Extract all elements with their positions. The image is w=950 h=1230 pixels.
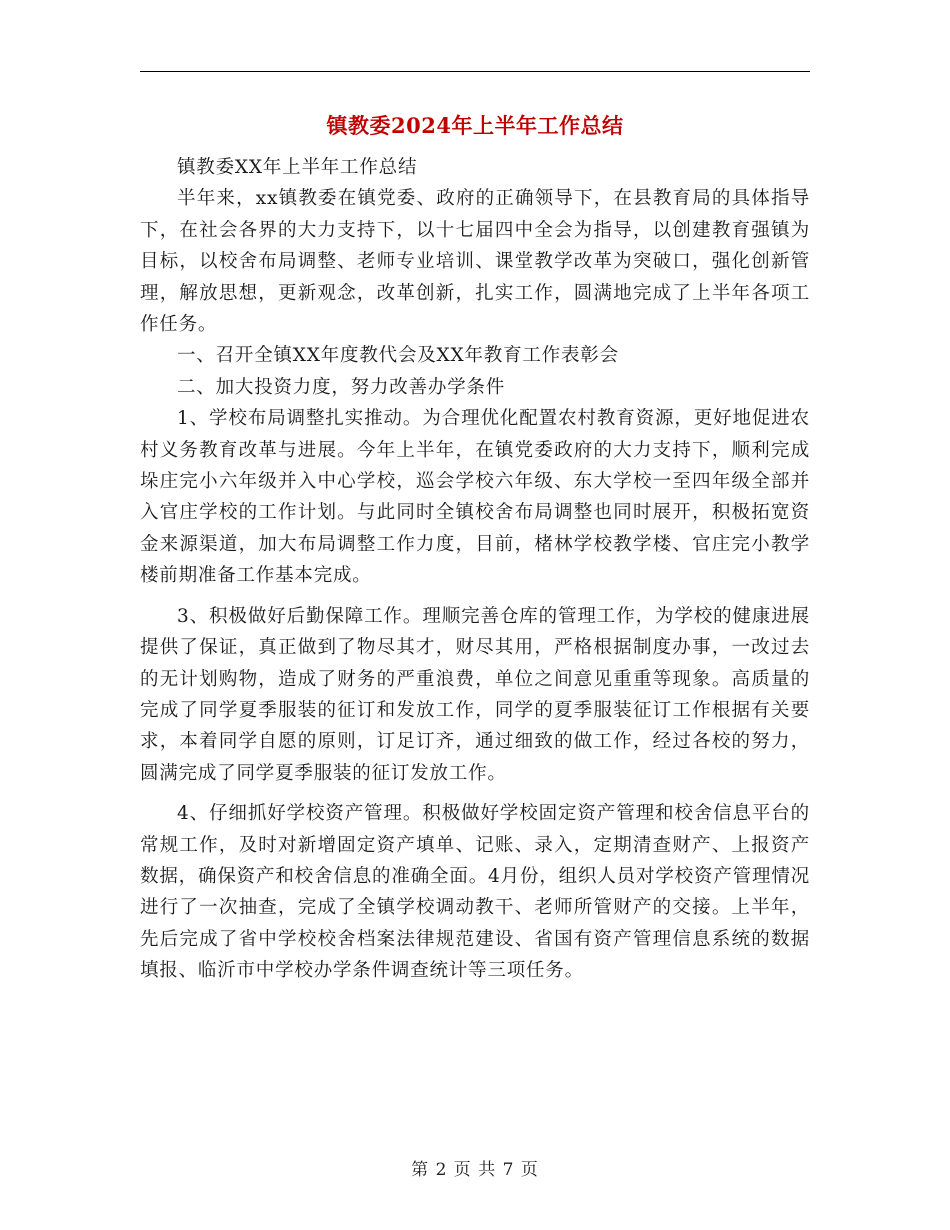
paragraph-item-4: 4、仔细抓好学校资产管理。积极做好学校固定资产管理和校舍信息平台的常规工作，及时对新增固定资产填单、记账、录入，定期清查财产、上报资产数据，确保资产和校舍信息的准确全面。4月份，组织人员对学校资产管理情况进行了一次抽查，完成了全镇学校调动教干、老师所管财产的交接。上半年，先后完成了省中学校校舍档案法律规范建设、省国有资产管理信息系统的数据填报、临沂市中学校办学条件调查统计等三项任务。 — [140, 803, 810, 982]
paragraph-item-3: 3、积极做好后勤保障工作。理顺完善仓库的管理工作，为学校的健康进展提供了保证，真正做到了物尽其才，财尽其用，严格根据制度办事，一改过去的无计划购物，造成了财务的严重浪费，单位之间意见重重等现象。高质量的完成了同学夏季服装的征订和发放工作，同学的夏季服装征订工作根据有关要求，本着同学自愿的原则，订足订齐，通过细致的做工作，经过各校的努力，圆满完成了同学夏季服装的征订发放工作。 — [140, 605, 810, 784]
page-footer — [0, 1155, 950, 1180]
document-title: 镇教委2024年上半年工作总结 — [326, 113, 624, 138]
document-body — [140, 152, 810, 987]
section-heading-2: 二、加大投资力度，努力改善办学条件 — [177, 376, 506, 398]
paragraph-intro: 半年来，xx镇教委在镇党委、政府的正确领导下，在县教育局的具体指导下，在社会各界的大力支持下，以十七届四中全会为指导，以创建教育强镇为目标，以校舍布局调整、老师专业培训、课堂教学改革为突破口，强化创新管理，解放思想，更新观念，改革创新，扎实工作，圆满地完成了上半年各项工作任务。 — [140, 188, 810, 336]
paragraph-item-1: 1、学校布局调整扎实推动。为合理优化配置农村教育资源，更好地促进农村义务教育改革与进展。今年上半年，在镇党委政府的大力支持下，顺利完成垛庄完小六年级并入中心学校，巡会学校六年级、东大学校一至四年级全部并入官庄学校的工作计划。与此同时全镇校舍布局调整也同时展开，积极拓宽资金来源渠道，加大布局调整工作力度，目前，楮林学校教学楼、官庄完小教学楼前期准备工作基本完成。 — [140, 408, 810, 587]
paragraph-subtitle: 镇教委XX年上半年工作总结 — [177, 157, 418, 178]
page-number: 第 2 页 共 7 页 — [411, 1160, 539, 1180]
section-heading-1: 一、召开全镇XX年度教代会及XX年教育工作表彰会 — [177, 345, 619, 367]
header-rule — [140, 71, 810, 72]
